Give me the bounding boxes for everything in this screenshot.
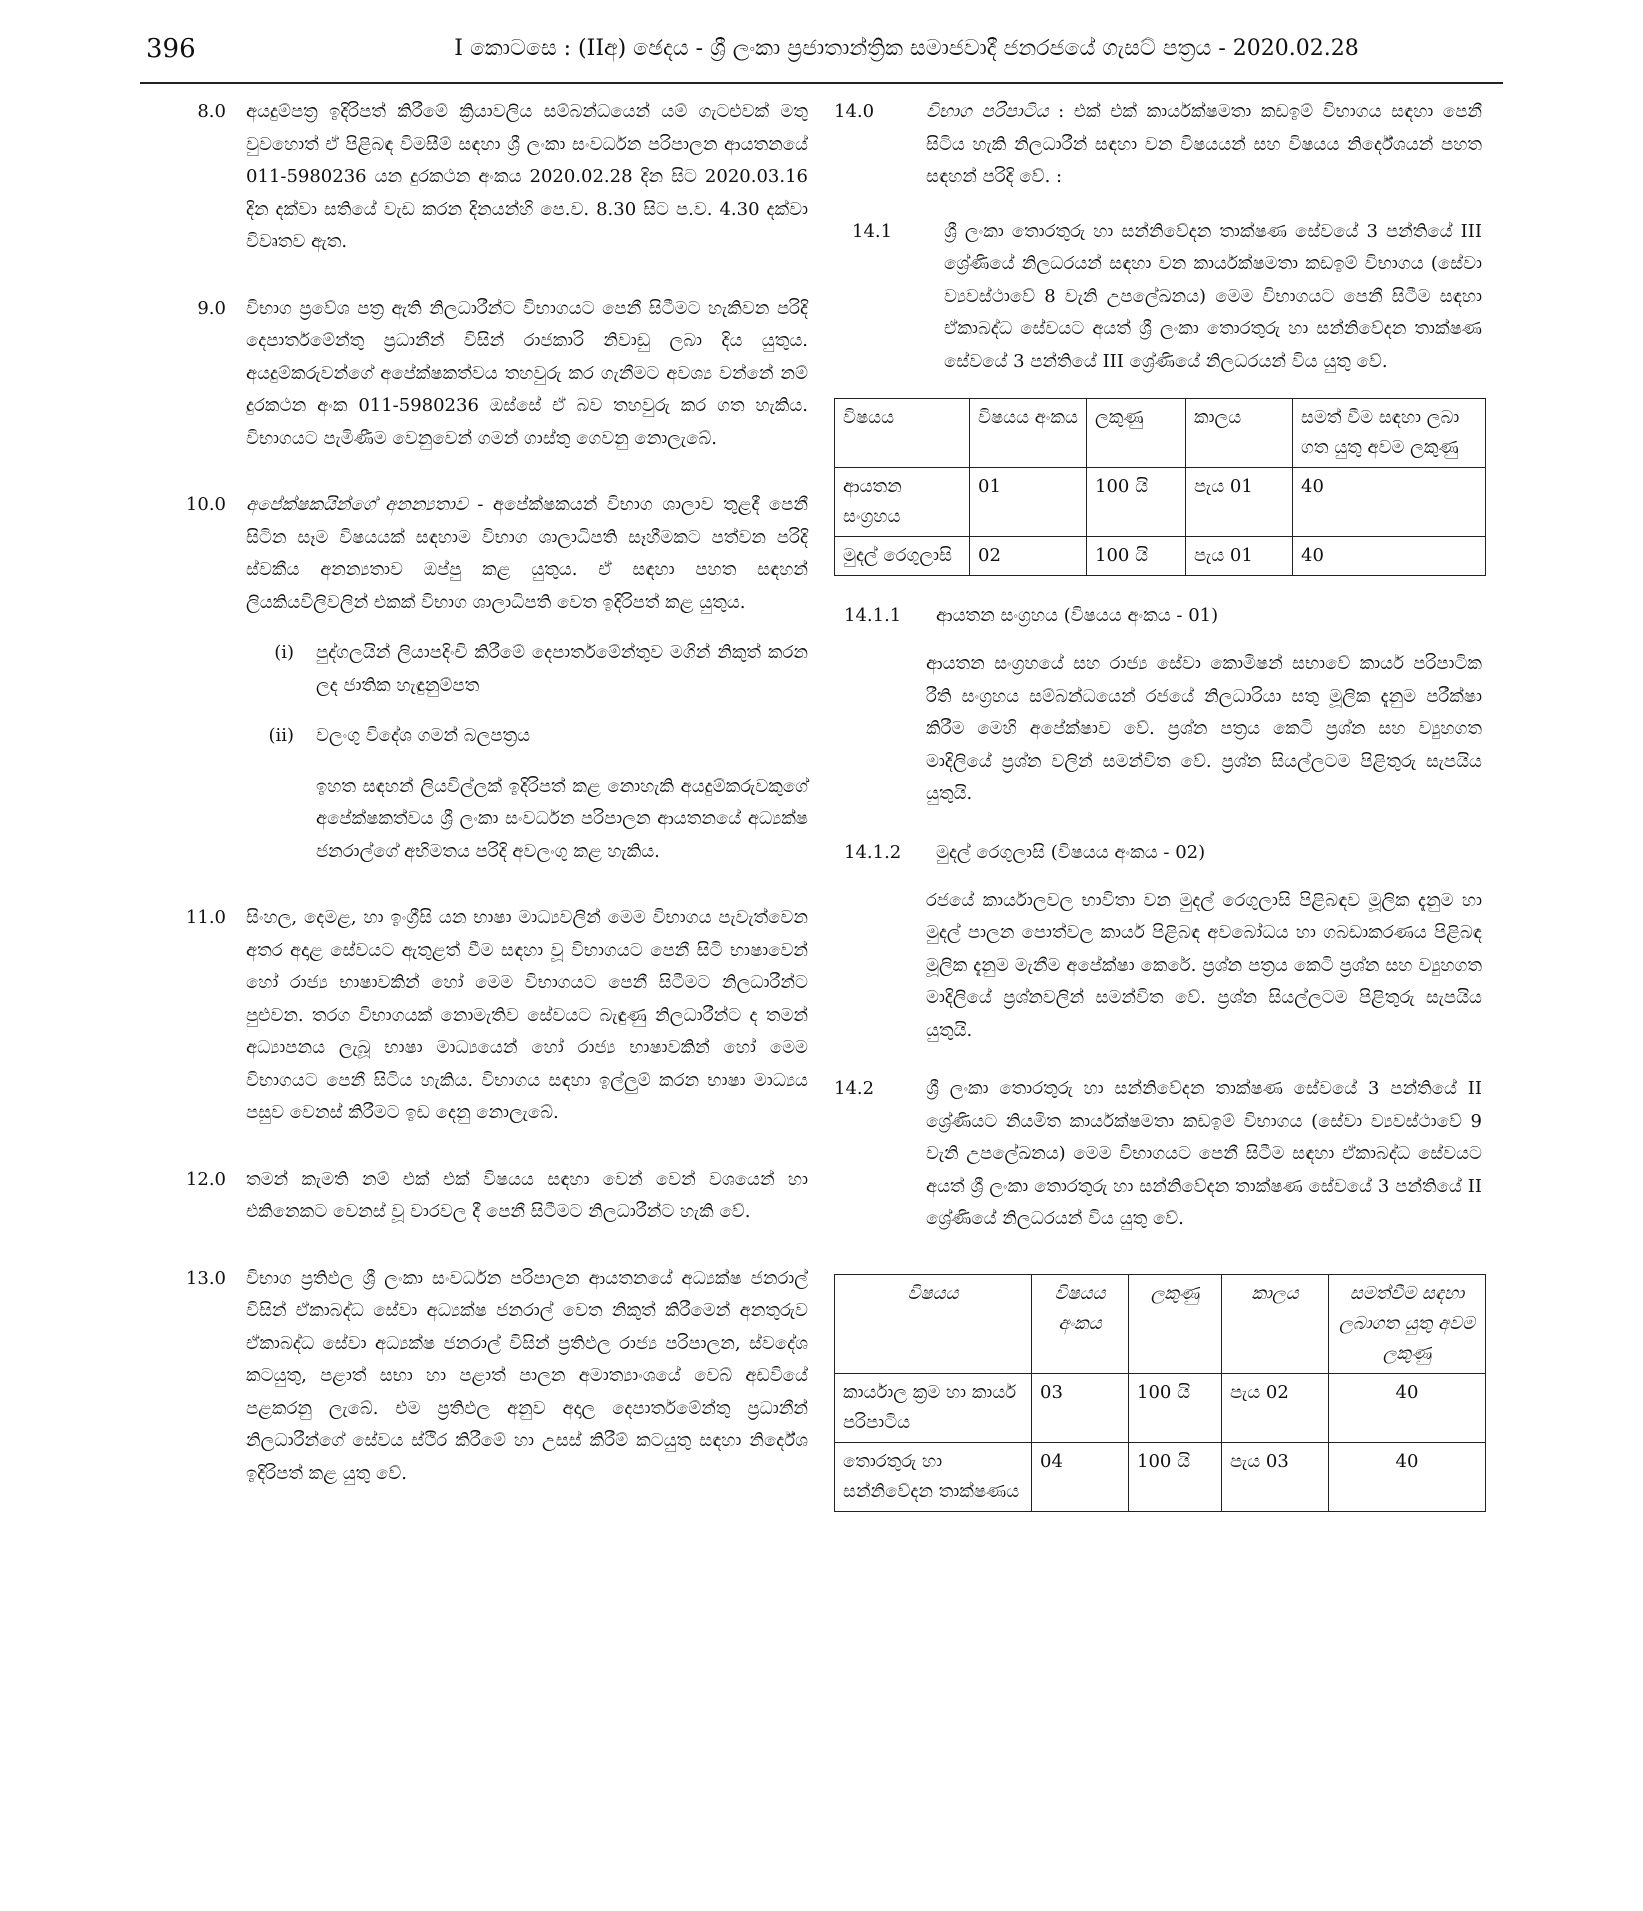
- right-column: [834, 96, 1482, 1512]
- section-10: [160, 489, 808, 868]
- section-lead: විභාග පරිපාටිය: [926, 101, 1049, 122]
- table-header: සමත් වීම සඳහා ලබා ගත යුතු අවම ලකුණු: [1293, 399, 1486, 468]
- section-number: 14.1: [852, 220, 893, 242]
- section-number: 10.0: [185, 494, 226, 515]
- table-cell: පැය 01: [1186, 537, 1293, 576]
- section-number: 14.1.1: [844, 605, 902, 626]
- table-cell: 100 යි: [1087, 468, 1186, 537]
- table-header: විෂයය අංකය: [970, 399, 1087, 468]
- table-cell: පැය 02: [1222, 1373, 1329, 1442]
- table-cell: කාර්යාල ක්‍රම හා කාර්ය පරිපාටිය: [835, 1373, 1032, 1442]
- running-head: I කොටසෙ : (IIඅ) ඡෙදය - ශ්‍රී ලංකා ප්‍රජාතාන්ත්‍රික සමාජවාදී ජනරජයේ ගැසට් පත්‍රය - 2020.02.28: [454, 36, 1359, 61]
- section-body: [246, 489, 808, 868]
- table-cell: පැය 03: [1222, 1442, 1329, 1511]
- section-11: [160, 902, 808, 1130]
- table-header: සමත්වීම සඳහා ලබාගත යුතු අවම ලකුණු: [1329, 1274, 1486, 1373]
- list-item-number: (i): [274, 642, 294, 663]
- section-body: [926, 96, 1482, 194]
- section-number: 8.0: [197, 101, 226, 122]
- table-header-row: [835, 1274, 1486, 1373]
- table-cell: 100 යි: [1129, 1373, 1222, 1442]
- list-item-text: වලංගු විදේශ ගමන් බලපත්‍රය: [316, 725, 531, 746]
- section-text: : එක් එක් කාර්යක්ෂමතා කඩඉම් විභාගය සඳහා පෙනී සිටිය හැකි නිලධාරීන් සඳහා වන විෂයයන් සහ විෂයය නිර්දේශයන් පහත සඳහන් පරිදි වේ. :: [926, 101, 1482, 187]
- list-item-number: (ii): [268, 725, 294, 746]
- left-column: [160, 96, 808, 1524]
- table-row: [835, 1442, 1486, 1511]
- section-13: [160, 1263, 808, 1491]
- section-title: ආයතන සංග්‍රහය (විෂයය අංකය - 01): [936, 605, 1219, 626]
- section-14-1-1-heading: [834, 600, 1482, 632]
- section-9: [160, 293, 808, 456]
- section-number: 9.0: [197, 297, 226, 319]
- table-header: ලකුණු: [1087, 399, 1186, 468]
- table-cell: තොරතුරු හා සන්නිවේදන තාක්ෂණය: [835, 1442, 1032, 1511]
- section-text: ශ්‍රී ලංකා තොරතුරු හා සන්නිවේදන තාක්ෂණ සේවයේ 3 පන්තියේ II ශ්‍රේණියට නියමිත කාර්යක්ෂමතා කඩඉම් විභාගය (සේවා ව්‍යවස්ථාවේ 9 වැනි උපලේඛනය) මෙම විභාගයට පෙනී සිටීම සඳහා ඒකාබද්ධ සේවයට අයත් ශ්‍රී ලංකා තොරතුරු හා සන්නිවේදන තාක්ෂණ සේවයේ 3 පන්තියේ II ශ්‍රේණියේ නිලධරයන් විය යුතු වේ.: [926, 1078, 1482, 1229]
- table-header-row: [835, 399, 1486, 468]
- section-number: 12.0: [185, 1168, 226, 1190]
- section-14-1-2-heading: [834, 837, 1482, 869]
- list-item: [246, 720, 808, 753]
- section-number: 14.1.2: [844, 841, 902, 863]
- page-number: 396: [146, 34, 196, 64]
- section-8: [160, 96, 808, 259]
- table-cell: 100 යි: [1087, 537, 1186, 576]
- table-cell: 04: [1032, 1442, 1129, 1511]
- section-number: 14.0: [834, 101, 875, 122]
- section-lead: අපේක්ෂකයින්ගේ අනන්‍යතාව: [246, 494, 468, 515]
- table-row: [835, 537, 1486, 576]
- table-header: ලකුණු: [1129, 1274, 1222, 1373]
- table-cell: 40: [1293, 468, 1486, 537]
- table-header: කාලය: [1186, 399, 1293, 468]
- section-text: ශ්‍රී ලංකා තොරතුරු හා සන්නිවේදන තාක්ෂණ සේවයේ 3 පන්තියේ III ශ්‍රේණියේ නිලධරයන් සඳහා වන කාර්යක්ෂමතා කඩඉම් විභාගය (සේවා ව්‍යවස්ථාවේ 8 වැනි උපලේඛනය) මෙම විභාගයට පෙනී සිටීම සඳහා ඒකාබද්ධ සේවයට අයත් ශ්‍රී ලංකා තොරතුරු හා සන්නිවේදන තාක්ෂණ සේවයේ 3 පන්තියේ III ශ්‍රේණියේ නිලධරයන් විය යුතු වේ.: [944, 220, 1482, 372]
- section-text: විභාග ප්‍රවේශ පත්‍ර ඇති නිලධාරීන්ට විභාගයට පෙනී සිටීමට හැකිවන පරිදි දෙපාර්තමේන්තු ප්‍රධානීන් විසින් රාජකාරි නිවාඩු ලබා දිය යුතුය. අයදුම්කරුවන්ගේ අපේක්ෂකත්වය තහවුරු කර ගැනීමට අවශ්‍ය වන්නේ නම් දුරකථන අංක 011-5980236 ඔස්සේ ඒ බව තහවුරු කර ගත හැකිය. විභාගයට පැමිණීම වෙනුවෙන් ගමන් ගාස්තු ගෙවනු නොලැබේ.: [246, 297, 808, 449]
- section-14-1: [834, 216, 1482, 379]
- table-cell: 100 යි: [1129, 1442, 1222, 1511]
- table-cell: 01: [970, 468, 1087, 537]
- table-cell: ආයතන සංග්‍රහය: [835, 468, 970, 537]
- subjects-table-1: [834, 398, 1486, 576]
- section-title: මුදල් රෙගුලාසි (විෂයය අංකය - 02): [936, 841, 1206, 863]
- section-12: [160, 1164, 808, 1229]
- table-cell: 40: [1329, 1442, 1486, 1511]
- section-14-1-1-text: ආයතන සංග්‍රහයේ සහ රාජ්‍ය සේවා කොමිෂන් සභාවේ කාර්ය පරිපාටික රීති සංග්‍රහය සම්බන්ධයෙන් රජයේ නිලධාරියා සතු මූලික දැනුම පරීක්ෂා කිරීම මෙහි අපේක්ෂාව වේ. ප්‍රශ්න පත්‍රය කෙටි ප්‍රශ්න සහ ව්‍යුහගත මාදිලියේ ප්‍රශ්න වලින් සමන්විත වේ. ප්‍රශ්න සියල්ලටම පිළිතුරු සැපයිය යුතුයි.: [926, 653, 1482, 804]
- section-text: අයදුම්පත්‍ර ඉදිරිපත් කිරීමේ ක්‍රියාවලිය සම්බන්ධයෙන් යම් ගැටළුවක් මතු වුවහොත් ඒ පිළිබඳ විමසීම් සඳහා ශ්‍රී ලංකා සංවර්ධන පරිපාලන ආයතනයේ 011-5980236 යන දුරකථන අංකය 2020.02.28 දින සිට 2020.03.16 දින දක්වා සතියේ වැඩ කරන දිනයන්හි පෙ.ව. 8.30 සිට ප.ව. 4.30 දක්වා විවෘතව ඇත.: [246, 101, 808, 252]
- table-header: විෂයය අංකය: [1032, 1274, 1129, 1373]
- section-text: - අපේක්ෂකයන් විභාග ශාලාව තුළදී පෙනී සිටින සෑම විෂයයක් සඳහාම විභාග ශාලාධිපති සෑහීමකට පත්වන පරිදි ස්වකීය අනන්‍යතාව ඔප්පු කළ යුතුය. ඒ සඳහා පහත සඳහන් ලියකියවිලිවලින් එකක් විභාග ශාලාධිපති වෙත ඉදිරිපත් කළ යුතුය.: [246, 494, 808, 613]
- section-14-2: [834, 1073, 1482, 1236]
- section-text: සිංහල, දෙමළ, හා ඉංග්‍රීසි යන භාෂා මාධ්‍යවලින් මෙම විභාගය පැවැත්වෙන අතර අදාළ සේවයට ඇතුළත් වීම සඳහා වූ විභාගයට පෙනී සිටි භාෂාවෙන් හෝ රාජ්‍ය භාෂාවකින් හෝ මෙම විභාගයට පෙනී සිටීමට නිලධාරීන්ට පුළුවන. තරග විභාගයක් නොමැතිව සේවයට බැඳුණු නිලධාරීන්ට ද තමන් අධ්‍යාපනය ලැබූ භාෂා මාධ්‍යයෙන් හෝ රාජ්‍ය භාෂාවකින් හෝ මෙම විභාගයට පෙනී සිටිය හැකිය. විභාගය සඳහා ඉල්ලුම් කරන භාෂා මාධ්‍යය පසුව වෙනස් කිරීමට ඉඩ දෙනු නොලැබේ.: [246, 907, 808, 1123]
- section-text: තමන් කැමති නම් එක් එක් විෂයය සඳහා වෙන් වෙන් වශයෙන් හා එකිනෙකට වෙනස් වූ වාරවල දී පෙනී සිටීමට නිලධාරීන්ට හැකි වේ.: [246, 1168, 808, 1222]
- table-row: [835, 1373, 1486, 1442]
- section-note: ඉහත සඳහන් ලියවිල්ලක් ඉදිරිපත් කළ නොහැකි අයදුම්කරුවකුගේ අපේක්ෂකත්වය ශ්‍රී ලංකා සංවර්ධන පරිපාලන ආයතනයේ අධ්‍යක්ෂ ජනරාල්ගේ අභිමතය පරිදි අවලංගු කළ හැකිය.: [316, 775, 808, 862]
- table-header: කාලය: [1222, 1274, 1329, 1373]
- list-item-text: පුද්ගලයින් ලියාපදිංචි කිරීමේ දෙපාර්තමේන්තුව මගින් නිකුත් කරන ලද ජාතික හැඳුනුම්පත: [316, 642, 808, 696]
- section-text: විභාග ප්‍රතිඵල ශ්‍රී ලංකා සංවර්ධන පරිපාලන ආයතනයේ අධ්‍යක්ෂ ජනරාල් විසින් ඒකාබද්ධ සේවා අධ්‍යක්ෂ ජනරාල් වෙත නිකුත් කිරීමෙන් අනතුරුව ඒකාබද්ධ සේවා අධ්‍යක්ෂ ජනරාල් විසින් ප්‍රතිඵල රාජ්‍ය පරිපාලන, ස්වදේශ කටයුතු, පළාත් සභා හා පළාත් පාලන අමාත්‍යාංශයේ වෙබ් අඩවියේ පළකරනු ලැබේ. එම ප්‍රතිඵල අනුව අදාල දෙපාර්තමේන්තු ප්‍රධානීන් නිලධාරීන්ගේ සේවය ස්ථිර කිරීමේ හා උසස් කිරීම් කටයුතු සඳහා නිර්දේශ ඉදිරිපත් කළ යුතු වේ.: [246, 1267, 808, 1484]
- section-14-1-2-text: රජයේ කාර්යාලවල භාවිතා වන මුදල් රෙගුලාසි පිළිබඳව මූලික දැනුම හා මුදල් පාලන පොත්වල කාර්ය පිළිබඳ අවබෝධය හා ගබඩාකරණය පිළිබඳ මූලික දැනුම මැනීම අපේක්ෂා කෙරේ. ප්‍රශ්න පත්‍රය කෙටි ප්‍රශ්න සහ ව්‍යුහගත මාදිලියේ ප්‍රශ්නවලින් සමන්විත වේ. ප්‍රශ්න සියල්ලටම පිළිතුරු සැපයිය යුතුයි.: [926, 889, 1482, 1041]
- page-header: [140, 28, 1503, 84]
- table-cell: 03: [1032, 1373, 1129, 1442]
- section-14: [834, 96, 1482, 194]
- list-item: [246, 637, 808, 702]
- table-row: [835, 468, 1486, 537]
- table-cell: 02: [970, 537, 1087, 576]
- section-number: 11.0: [185, 907, 226, 928]
- section-number: 13.0: [185, 1267, 226, 1289]
- table-cell: මුදල් රෙගුලාසි: [835, 537, 970, 576]
- table-header: විෂයය: [835, 399, 970, 468]
- table-cell: පැය 01: [1186, 468, 1293, 537]
- table-header: විෂයය: [835, 1274, 1032, 1373]
- table-cell: 40: [1293, 537, 1486, 576]
- table-cell: 40: [1329, 1373, 1486, 1442]
- subjects-table-2: [834, 1274, 1486, 1512]
- section-number: 14.2: [834, 1078, 875, 1099]
